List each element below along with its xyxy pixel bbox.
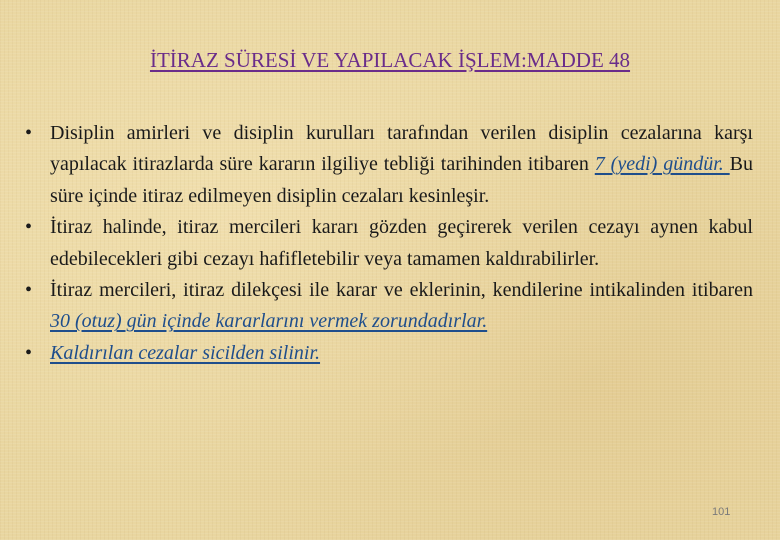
slide-title: İTİRAZ SÜRESİ VE YAPILACAK İŞLEM:MADDE 48 xyxy=(149,48,631,72)
highlighted-deadline-text: 7 (yedi) gündür. xyxy=(594,153,730,176)
bullet-list xyxy=(25,118,753,369)
bullet-text: İtiraz mercileri, itiraz dilekçesi ile karar ve eklerinin, kendilerine intikalinden itibaren xyxy=(50,279,753,302)
bullet-item xyxy=(25,275,753,338)
bullet-text: Disiplin amirleri ve disiplin kurulları tarafından verilen disiplin cezalarına karşı yapılacak itirazlarda süre kararın ilgiliye tebliği tarihinden itibaren xyxy=(50,122,753,176)
bullet-item xyxy=(25,338,753,369)
bullet-marker: • xyxy=(25,341,33,364)
bullet-marker: • xyxy=(25,122,33,144)
highlighted-text: Kaldırılan cezalar sicilden silinir. xyxy=(50,341,321,364)
bullet-marker: • xyxy=(25,216,33,239)
highlighted-deadline-text: 30 (otuz) gün içinde kararlarını vermek zorundadırlar. xyxy=(50,310,488,333)
bullet-marker: • xyxy=(25,279,33,302)
bullet-text: İtiraz halinde, itiraz mercileri kararı gözden geçirerek verilen cezayı aynen kabul edebilecekleri gibi cezayı hafifletebilir veya tamamen kaldırabilirler. xyxy=(50,216,753,270)
bullet-item xyxy=(25,118,753,212)
bullet-text-continued: Bu süre içinde itiraz edilmeyen disiplin cezaları kesinleşir. xyxy=(50,153,754,207)
page-number: 101 xyxy=(712,506,731,518)
bullet-item xyxy=(25,212,753,275)
